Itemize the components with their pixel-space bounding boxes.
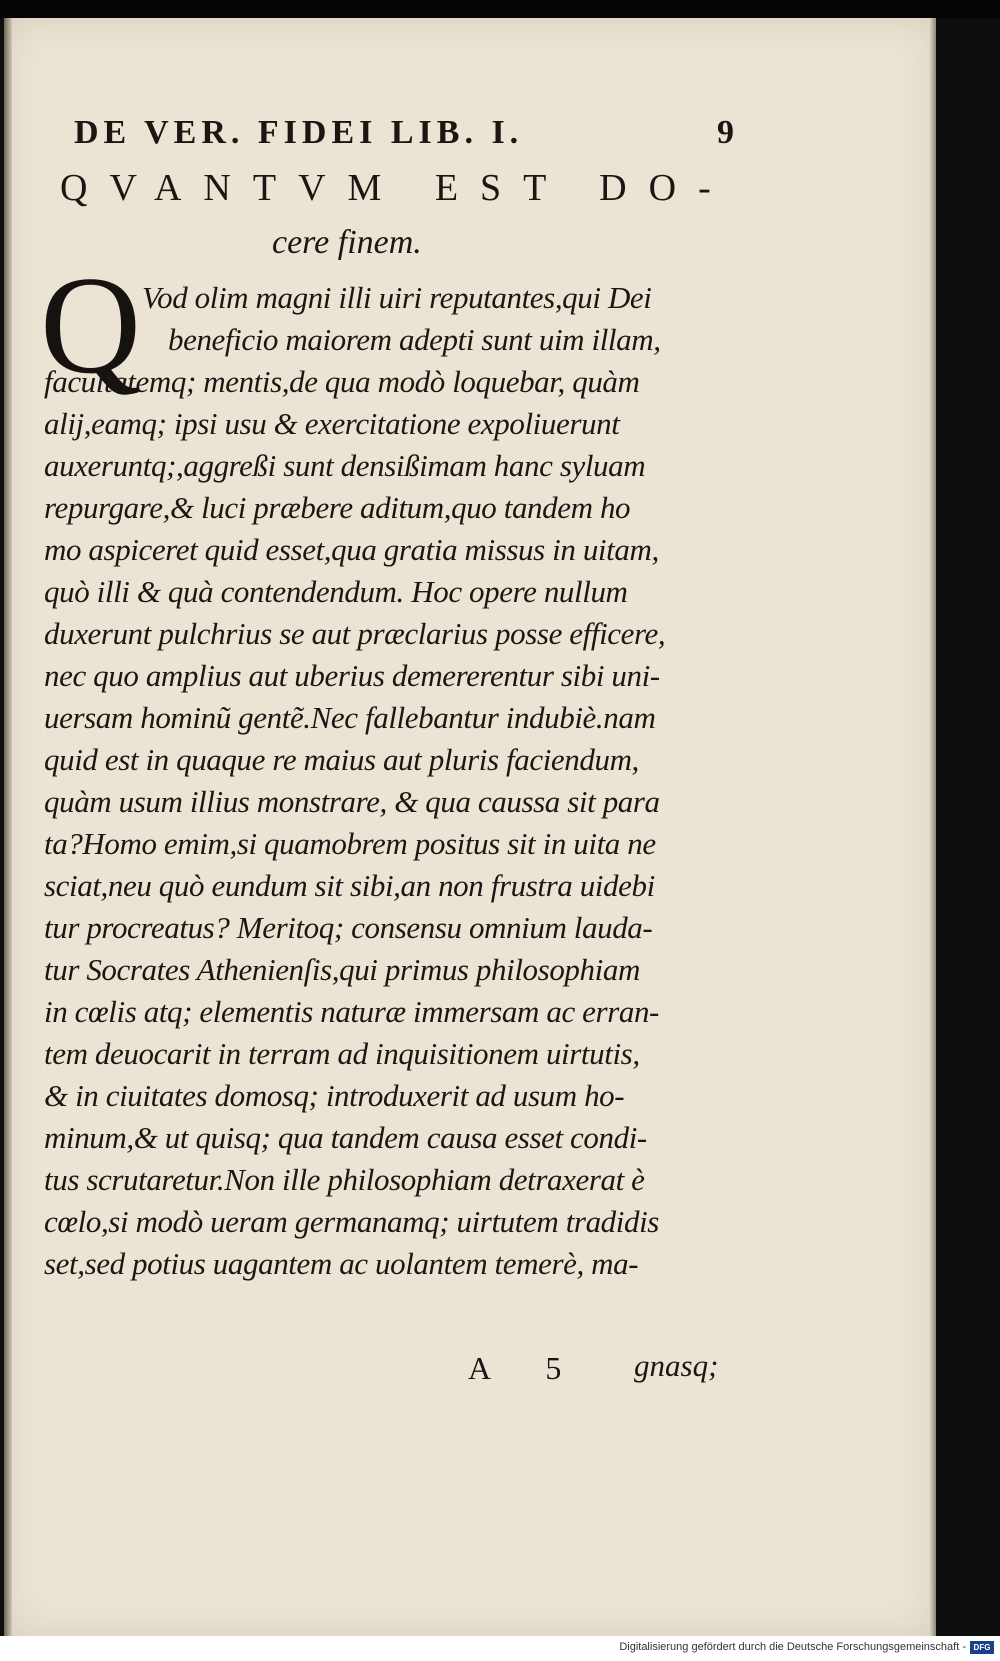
chapter-title-continued: cere finem. — [272, 224, 422, 261]
text-line: ta?Homo emim,si quamobrem positus sit in uita ne — [44, 826, 656, 861]
page-edge — [930, 18, 936, 1636]
text-line: uersam hominũ gentẽ.Nec fallebantur indubiè.nam — [44, 700, 656, 735]
text-line: duxerunt pulchrius se aut præclarius posse efficere, — [44, 616, 666, 651]
decorated-initial: Q — [40, 248, 142, 403]
text-line: quid est in quaque re maius aut pluris faciendum, — [44, 742, 639, 777]
text-line: alij,eamq; ipsi usu & exercitatione expoliuerunt — [44, 406, 620, 441]
text-line: Vod olim magni illi uiri reputantes,qui Dei — [142, 280, 652, 315]
signature-mark: A 5 — [468, 1350, 586, 1386]
text-line: quàm usum illius monstrare, & qua caussa sit para — [44, 784, 660, 819]
text-line: facultatemq; mentis,de qua modò loquebar, quàm — [44, 364, 640, 399]
folio-number: 9 — [717, 114, 734, 151]
funding-notice: Digitalisierung gefördert durch die Deutsche Forschungsgemeinschaft - — [619, 1641, 966, 1653]
footer-bar — [0, 1636, 1000, 1661]
catchword: gnasq; — [634, 1348, 719, 1383]
text-line: sciat,neu quò eundum sit sibi,an non frustra uidebi — [44, 868, 655, 903]
text-line: in cœlis atq; elementis naturæ immersam ac erran- — [44, 994, 659, 1029]
text-line: cœlo,si modò ueram germanamq; uirtutem tradidis — [44, 1204, 659, 1239]
text-line: tem deuocarit in terram ad inquisitionem uirtutis, — [44, 1036, 640, 1071]
running-head-title: DE VER. FIDEI LIB. I. — [74, 114, 524, 151]
text-line: tur procreatus? Meritoq; consensu omnium lauda- — [44, 910, 653, 945]
text-line: mo aspiceret quid esset,qua gratia missus in uitam, — [44, 532, 659, 567]
scan-top-edge — [0, 0, 1000, 18]
running-head — [74, 114, 734, 152]
text-line: repurgare,& luci præbere aditum,quo tandem ho — [44, 490, 631, 525]
text-line: beneficio maiorem adepti sunt uim illam, — [168, 322, 661, 357]
text-line: nec quo amplius aut uberius demererentur sibi uni- — [44, 658, 660, 693]
page-gutter — [4, 18, 12, 1636]
text-line: minum,& ut quisq; qua tandem causa esset condi- — [44, 1120, 647, 1155]
book-page — [4, 18, 936, 1636]
dfg-logo: DFG — [970, 1641, 994, 1654]
text-line: tus scrutaretur.Non ille philosophiam detraxerat è — [44, 1162, 645, 1197]
text-line: quò illi & quà contendendum. Hoc opere nullum — [44, 574, 628, 609]
text-line: & in ciuitates domosq; introduxerit ad usum ho- — [44, 1078, 625, 1113]
text-line: auxeruntq;,aggreßi sunt densißimam hanc syluam — [44, 448, 646, 483]
text-line: set,sed potius uagantem ac uolantem temerè, ma- — [44, 1246, 639, 1281]
text-line: tur Socrates Athenienſis,qui primus philosophiam — [44, 952, 640, 987]
chapter-title: QVANTVM EST DO- — [60, 167, 733, 209]
